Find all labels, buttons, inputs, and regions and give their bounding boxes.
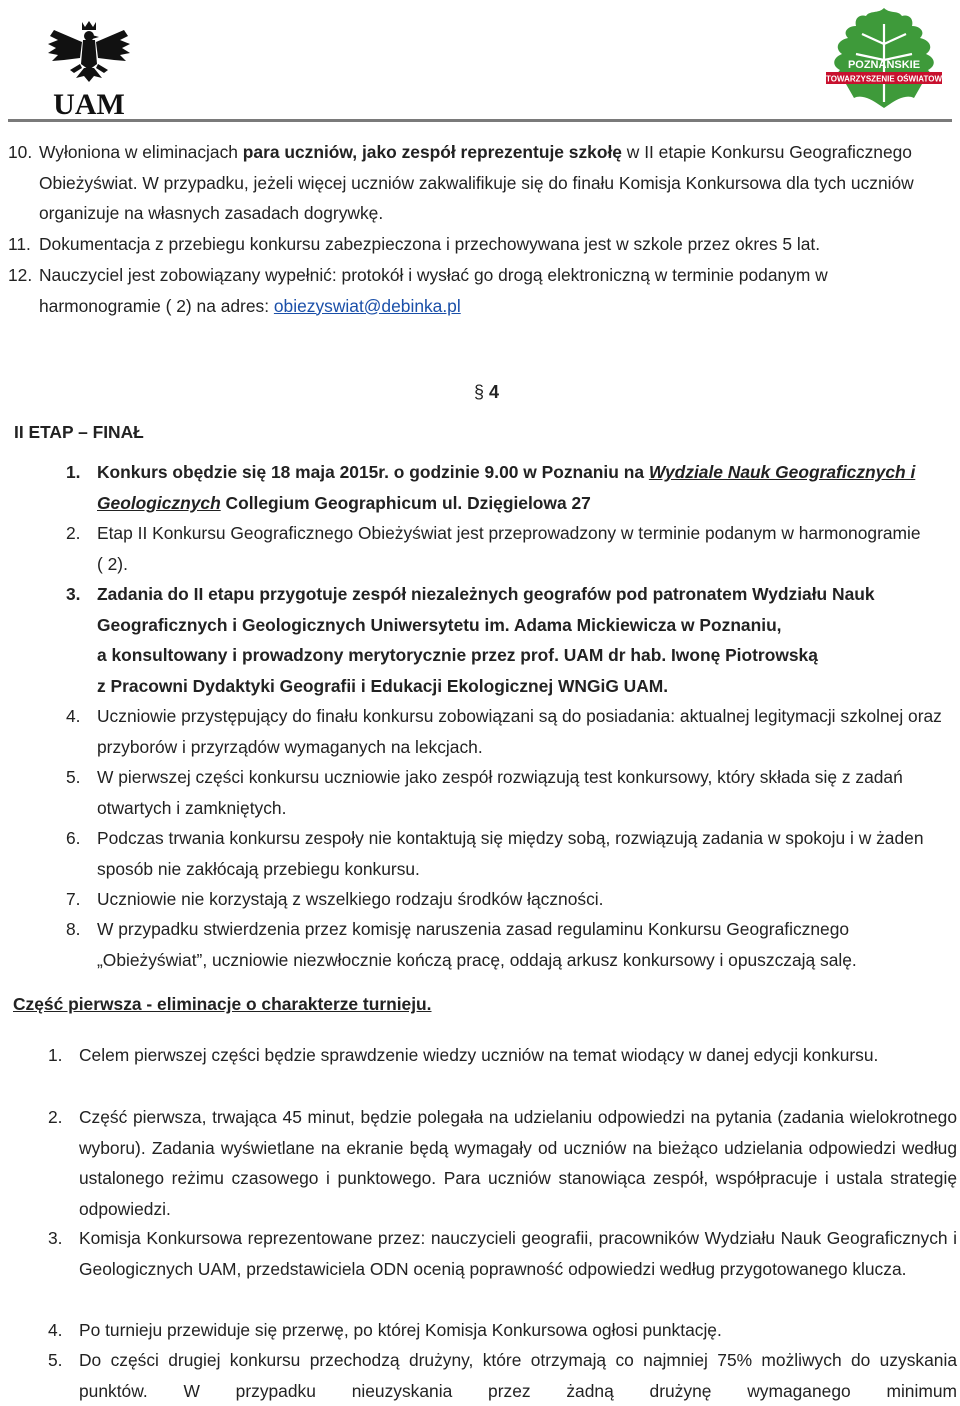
part-one-item-5 [48,1345,957,1406]
list-number: 2. [66,523,81,543]
final-item-1 [66,457,926,518]
uam-eagle-logo-icon [44,18,134,118]
item-text: Komisja Konkursowa reprezentowane przez: nauczycieli geografii, pracowników Wydziału Nauk Geograficznych i Geologicznych UAM, przedstawiciela ODN ocenią poprawność odpowiedzi według przygotowanego klucza. [79,1228,957,1279]
item-text: Collegium Geographicum ul. Dzięgielowa 27 [220,492,591,513]
final-item-5 [66,762,960,823]
part-one-item-3 [48,1223,957,1284]
item-text: Część pierwsza, trwająca 45 minut, będzie polegała na udzielaniu odpowiedzi na pytania (zadania wielokrotnego wyboru). Zadania wyświetlane na ekranie będą wymagały od uczniów na bieżąco udzielania odpowiedzi według ustalonego reżimu czasowego i punktowego. Para uczniów stanowiąca zespół, współpracuje i ustala strategię odpowiedzi. [79,1107,957,1219]
list-number: 2. [48,1107,63,1127]
part-one-item-1 [48,1040,957,1071]
section-symbol: § 4 [474,382,500,402]
item-text: W pierwszej części konkursu uczniowie jako zespół rozwiązują test konkursowy, który składa się z zadań otwartych i zamkniętych. [97,767,903,818]
list-number: 5. [66,767,81,787]
oak-leaf-logo-icon [818,4,950,108]
item-text: Po turnieju przewiduje się przerwę, po której Komisja Konkursowa ogłosi punktację. [79,1320,722,1340]
list-number: 3. [48,1228,63,1248]
list-number: 4. [66,706,81,726]
final-item-8 [66,914,960,975]
final-item-7 [66,884,960,915]
item-text: Wyłoniona w eliminacjach [39,142,243,162]
item-text: Nauczyciel jest zobowiązany wypełnić: protokół i wysłać go drogą elektroniczną w terminie podanym w harmonogramie ( 2) na adres: [39,265,828,316]
item-text: Podczas trwania konkursu zespoły nie kontaktują się między sobą, rozwiązują zadania w spokoju i w żaden sposób nie zakłócają przebiegu konkursu. [97,828,924,879]
email-link[interactable]: obiezyswiat@debinka.pl [273,295,461,316]
part-one-item-2 [48,1102,957,1224]
final-item-3 [66,579,960,701]
item-text: Dokumentacja z przebiegu konkursu zabezpieczona i przechowywana jest w szkole przez okres 5 lat. [39,234,821,254]
list-number: 8. [66,919,81,939]
list-number: 7. [66,889,81,909]
list-number: 1. [48,1045,63,1065]
list-item-11 [8,229,948,260]
svg-text:STOWARZYSZENIE OŚWIATOWE: STOWARZYSZENIE OŚWIATOWE [820,74,948,84]
item-text-underlined: Wydziale Nauk Geograficznych i Geologicznych [97,462,916,513]
list-number: 11. [8,234,31,254]
stage-title: II ETAP – FINAŁ [14,422,144,442]
list-number: 4. [48,1320,63,1340]
final-item-4 [66,701,960,762]
final-item-6 [66,823,960,884]
list-number: 3. [66,584,81,604]
item-text: Uczniowie nie korzystają z wszelkiego rodzaju środków łączności. [97,889,604,909]
svg-text:UAM: UAM [53,88,125,118]
item-text: Do części drugiej konkursu przechodzą drużyny, które otrzymają co najmniej 75% możliwych do uzyskania punktów. W przypadku nieuzyskania przez żadną drużynę wymaganego minimum [79,1350,957,1401]
item-text: Konkurs obędzie się 18 maja 2015r. o godzinie 9.00 w Poznaniu na [97,462,649,482]
part-one-item-4 [48,1315,957,1346]
item-text: Uczniowie przystępujący do finału konkursu zobowiązani są do posiadania: aktualnej legitymacji szkolnej oraz przyborów i przyrządów wymaganych na lekcjach. [97,706,942,757]
list-number: 1. [66,462,81,482]
item-text-bold: para uczniów, jako zespół reprezentuje szkołę [242,142,622,162]
item-text: W przypadku stwierdzenia przez komisję naruszenia zasad regulaminu Konkursu Geograficznego „Obieżyświat”, uczniowie niezwłocznie kończą pracę, oddają arkusz konkursowy i opuszczają salę. [97,919,857,970]
part-one-heading: Część pierwsza - eliminacje o charakterze turnieju. [13,994,432,1014]
list-item-10 [8,137,948,229]
item-text: z Pracowni Dydaktyki Geografii i Edukacji Ekologicznej WNGiG UAM. [97,675,669,696]
list-number: 5. [48,1350,63,1370]
list-number: 10. [8,142,33,162]
list-item-12 [8,260,938,321]
item-text: a konsultowany i prowadzony merytorycznie przez prof. UAM dr hab. Iwonę Piotrowską [97,645,818,666]
item-text: w II etapie Konkursu Geograficznego Obieżyświat. W przypadku, jeżeli więcej uczniów zakwalifikuje się do finału Komisja Konkursowa dla tych uczniów organizuje na własnych zasadach dogrywkę. [39,142,914,224]
header-divider [8,119,952,122]
item-text: Celem pierwszej części będzie sprawdzenie wiedzy uczniów na temat wiodący w danej edycji konkursu. [79,1045,879,1065]
list-number: 12. [8,265,33,285]
final-item-2 [66,518,926,579]
item-text: Zadania do II etapu przygotuje zespół niezależnych geografów pod patronatem Wydziału Nauk Geograficznych i Geologicznych Uniwersytetu im. Adama Mickiewicza w Poznaniu, [97,584,875,635]
item-text: Etap II Konkursu Geograficznego Obieżyświat jest przeprowadzony w terminie podanym w harmonogramie ( 2). [97,523,921,574]
svg-text:POZNAŃSKIE: POZNAŃSKIE [847,59,921,71]
list-number: 6. [66,828,81,848]
